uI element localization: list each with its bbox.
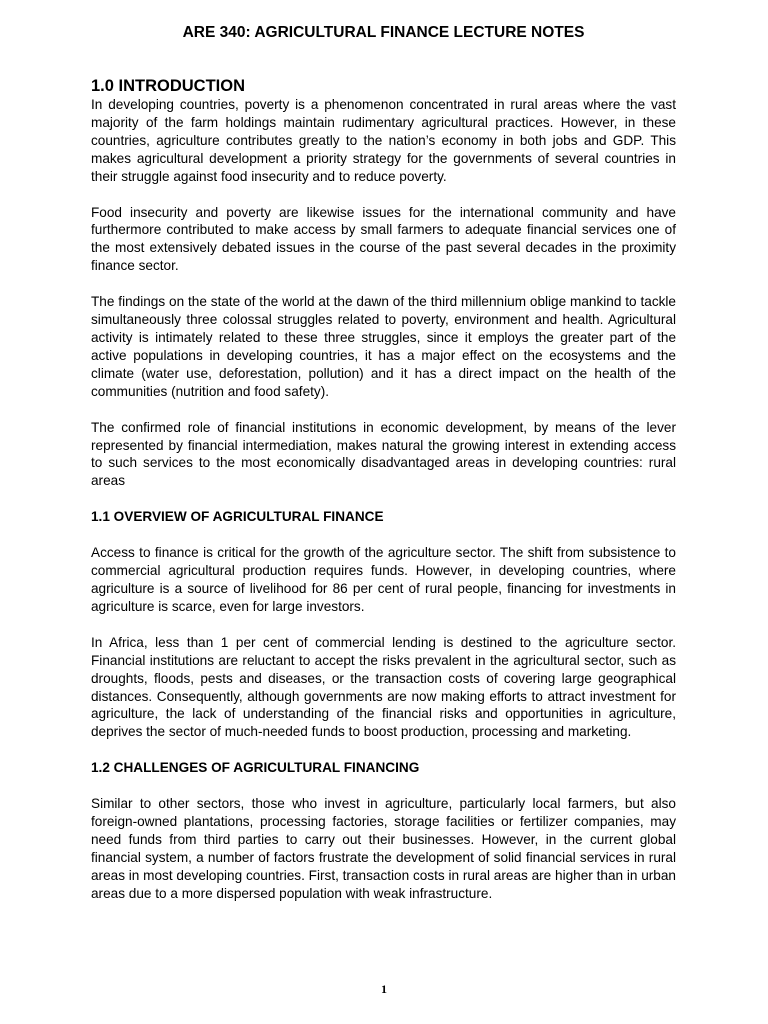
document-title: ARE 340: AGRICULTURAL FINANCE LECTURE NOTES: [182, 24, 585, 41]
paragraph: Access to finance is critical for the growth of the agriculture sector. The shift from subsistence to commercial agricultural production requires funds. However, in developing countries, where agriculture is a source of livelihood for 86 per cent of rural people, financing for investments in agriculture is scarce, even for large investors.: [91, 545, 676, 614]
section-heading-introduction: 1.0 INTRODUCTION: [91, 77, 246, 95]
paragraph: In Africa, less than 1 per cent of commercial lending is destined to the agriculture sector. Financial institutions are reluctant to accept the risks prevalent in the agricultural sector, such as droughts, floods, pests and diseases, or the transaction costs of covering large geographical distances. Consequently, although governments are now making efforts to attract investment for agriculture, the lack of understanding of the financial risks and opportunities in agriculture, deprives the sector of much-needed funds to boost production, processing and marketing.: [91, 634, 676, 740]
paragraph: Similar to other sectors, those who invest in agriculture, particularly local farmers, but also foreign-owned plantations, processing factories, storage facilities or fertilizer companies, may need funds from third parties to carry out their businesses. However, in the current global financial system, a number of factors frustrate the development of solid financial services in rural areas in most developing countries. First, transaction costs in rural areas are higher than in urban areas due to a more dispersed population with weak infrastructure.: [91, 796, 676, 901]
paragraph: In developing countries, poverty is a phenomenon concentrated in rural areas where the vast majority of the farm holdings maintain rudimentary agricultural practices. However, in these countries, agriculture contributes greatly to the nation’s economy in both jobs and GDP. This makes agricultural development a priority strategy for the governments of several countries in their struggle against food insecurity and to reduce poverty.: [91, 97, 676, 184]
paragraph: The confirmed role of financial institutions in economic development, by means of the lever represented by financial intermediation, makes natural the growing interest in extending access to such services to the most economically disadvantaged areas in developing countries: rural areas: [91, 419, 676, 489]
section-heading-challenges: 1.2 CHALLENGES OF AGRICULTURAL FINANCING: [91, 760, 420, 776]
page-number: 1: [381, 982, 387, 996]
section-heading-overview: 1.1 OVERVIEW OF AGRICULTURAL FINANCE: [91, 509, 384, 525]
paragraph: Food insecurity and poverty are likewise issues for the international community and have furthermore contributed to make access by small farmers to adequate financial services one of the most extensively debated issues in the course of the past several decades in the proximity finance sector.: [91, 204, 676, 274]
document-page: [91, 22, 676, 903]
paragraph: The findings on the state of the world at the dawn of the third millennium oblige mankind to tackle simultaneously three colossal struggles related to poverty, environment and health. Agricultural activity is intimately related to these three struggles, since it employs the greater part of the active populations in developing countries, it has a major effect on the ecosystems and the climate (water use, deforestation, pollution) and it has a direct impact on the health of the communities (nutrition and food safety).: [91, 294, 676, 399]
